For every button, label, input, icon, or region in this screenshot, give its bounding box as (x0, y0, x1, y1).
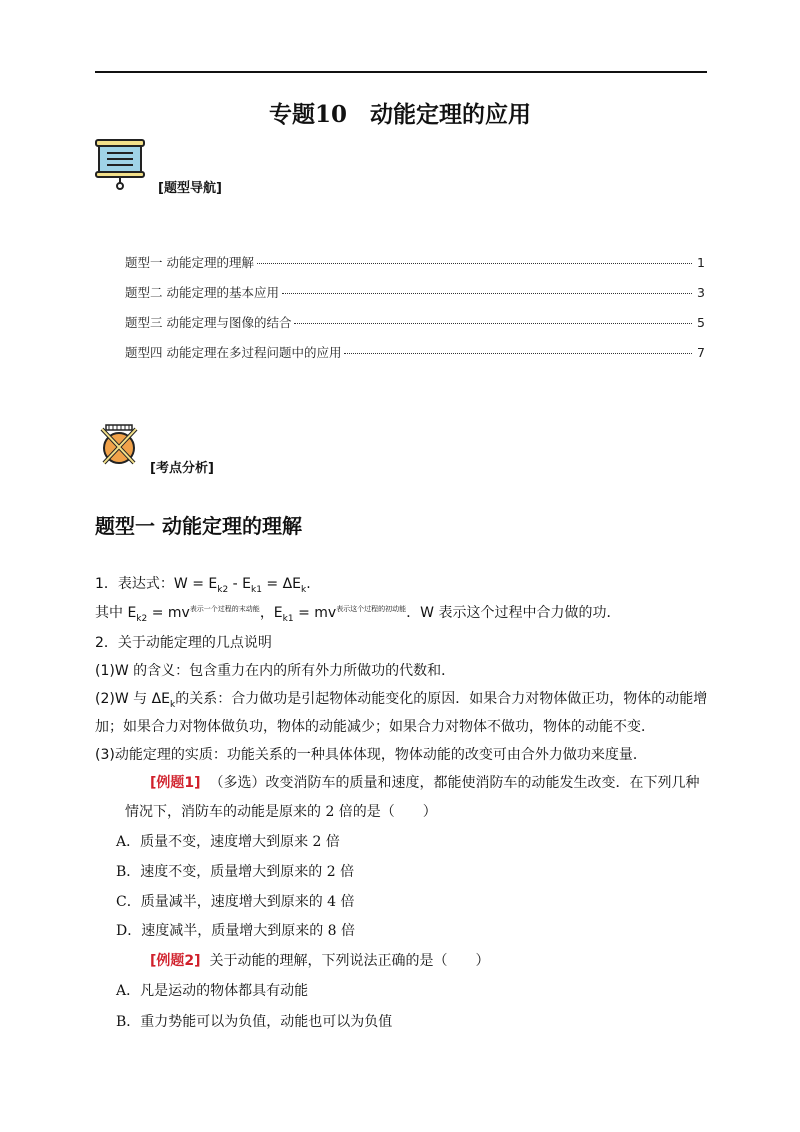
analysis-section-label: [考点分析] (150, 461, 214, 476)
toc-page: 1 (697, 255, 705, 270)
toc-label: 题型二 动能定理的基本应用 (125, 285, 279, 300)
header-rule (95, 71, 707, 73)
example-1-stem-cont: 情况下，消防车的动能是原来的 2 倍的是（ ） (125, 804, 437, 820)
option-b[interactable]: B．重力势能可以为负值，动能也可以为负值 (116, 1014, 393, 1030)
toc-leader (282, 293, 692, 294)
toc-page: 5 (697, 315, 705, 330)
nav-section-label: [题型导航] (158, 181, 222, 196)
section-heading: 题型一 动能定理的理解 (95, 514, 302, 538)
toc-entry[interactable] (125, 313, 705, 333)
toc-label: 题型四 动能定理在多过程问题中的应用 (125, 345, 342, 360)
toc-entry[interactable] (125, 343, 705, 363)
option-c[interactable]: C．质量减半，速度增大到原来的 4 倍 (116, 894, 355, 910)
note-2: (2)W 与 $\Delta E_k$的关系：合力做功是引起物体动能变化的原因．如果合力对物体做正功，物体的动能增 (95, 691, 708, 710)
toc-page: 7 (697, 345, 705, 360)
example-1-stem: [例题1] （多选）改变消防车的质量和速度，都能使消防车的动能发生改变．在下列几种 (150, 775, 700, 791)
page-title: 专题10 动能定理的应用 (268, 101, 531, 128)
expression-line: 1．表达式：$W = E_{k2} - E_{k1} = \Delta E_k$. (95, 576, 311, 595)
option-a[interactable]: A．凡是运动的物体都具有动能 (116, 983, 309, 999)
definition-line: 其中 $E_{k2} = mv^{表示一个过程的末动能}$，$E_{k1} = mv^{表示这个过程的初动能}$．W 表示这个过程中合力做的功． (95, 605, 621, 624)
note-1: (1)W 的含义：包含重力在内的所有外力所做功的代数和． (95, 663, 456, 679)
crossed-pencils-icon (96, 423, 142, 469)
notes-heading: 2．关于动能定理的几点说明 (95, 635, 272, 651)
presentation-board-icon (94, 138, 146, 190)
toc-leader (294, 323, 692, 324)
option-a[interactable]: A．质量不变，速度增大到原来 2 倍 (116, 834, 340, 850)
toc-page: 3 (697, 285, 705, 300)
example-tag: [例题1] (150, 775, 201, 791)
toc-leader (344, 353, 692, 354)
toc-label: 题型一 动能定理的理解 (125, 255, 254, 270)
option-d[interactable]: D．速度减半，质量增大到原来的 8 倍 (116, 923, 356, 939)
note-3: (3)动能定理的实质：功能关系的一种具体体现，物体动能的改变可由合外力做功来度量． (95, 747, 647, 763)
toc-entry[interactable] (125, 253, 705, 273)
note-2-cont: 加；如果合力对物体做负功，物体的动能减少；如果合力对物体不做功，物体的动能不变． (95, 719, 655, 735)
toc-entry[interactable] (125, 283, 705, 303)
option-b[interactable]: B．速度不变，质量增大到原来的 2 倍 (116, 864, 355, 880)
toc-label: 题型三 动能定理与图像的结合 (125, 315, 292, 330)
example-tag: [例题2] (150, 953, 201, 969)
toc-leader (257, 263, 692, 264)
example-2-stem: [例题2] 关于动能的理解，下列说法正确的是（ ） (150, 953, 490, 969)
